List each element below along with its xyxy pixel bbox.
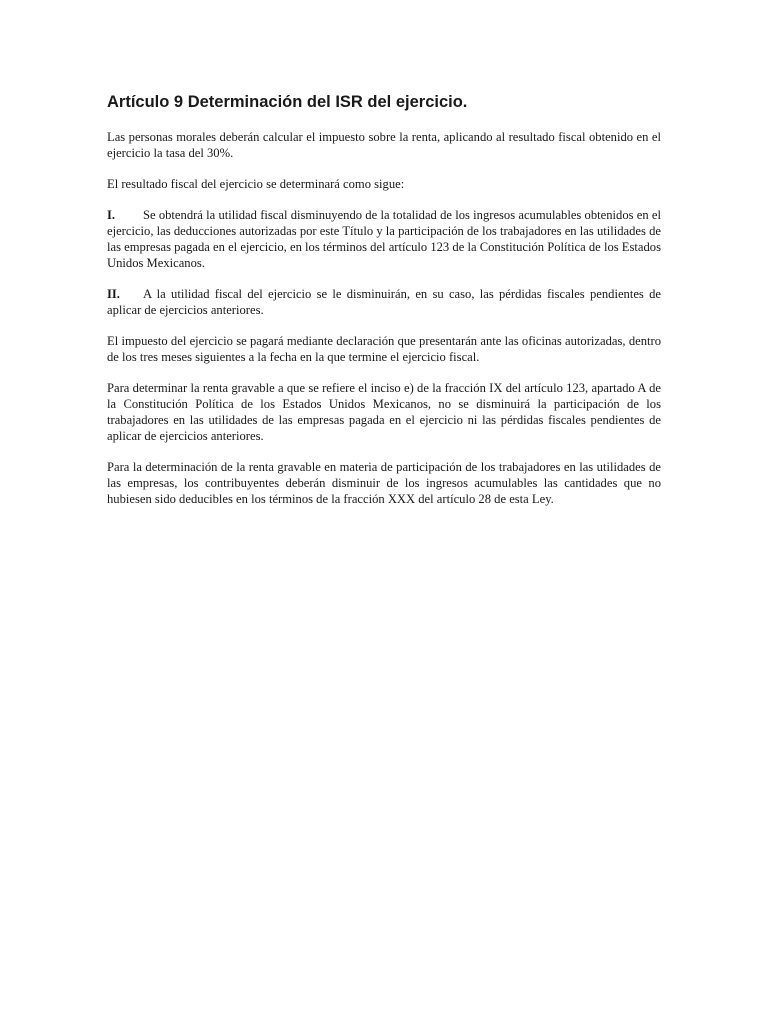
article-heading: Determinación del ISR del ejercicio. (187, 93, 468, 111)
fraction-ii-numeral: II. (107, 287, 120, 301)
fraction-ii-text: A la utilidad fiscal del ejercicio se le disminuirán, en su caso, las pérdidas fiscales pendientes de aplicar de ejercicios anteriores. (107, 287, 661, 317)
document-page (107, 91, 661, 522)
paragraph-rate: Las personas morales deberán calcular el impuesto sobre la renta, aplicando al resultado fiscal obtenido en el ejercicio la tasa del 30%. (107, 130, 661, 160)
paragraph-profit-sharing: Para la determinación de la renta gravable en materia de participación de los trabajadores en las utilidades de las empresas, los contribuyentes deberán disminuir de los ingresos acumulables las cantidades que no hubiesen sido deducibles en los términos de la fracción XXX del artículo 28 de esta Ley. (107, 460, 661, 506)
article-title (107, 91, 661, 113)
paragraph-intro-result: El resultado fiscal del ejercicio se determinará como sigue: (107, 177, 405, 191)
fraction-i (107, 207, 661, 271)
fraction-i-text: Se obtendrá la utilidad fiscal disminuyendo de la totalidad de los ingresos acumulables obtenidos en el ejercicio, las deducciones autorizadas por este Título y la participación de los trabajadores en las utilidades de las empresas pagada en el ejercicio, en los términos del artículo 123 de la Constitución Política de los Estados Unidos Mexicanos. (107, 208, 661, 270)
article-number: Artículo 9 (107, 93, 184, 111)
paragraph-payment: El impuesto del ejercicio se pagará mediante declaración que presentarán ante las oficinas autorizadas, dentro de los tres meses siguientes a la fecha en la que termine el ejercicio fiscal. (107, 334, 661, 364)
fraction-i-numeral: I. (107, 208, 116, 222)
paragraph-taxable-income: Para determinar la renta gravable a que se refiere el inciso e) de la fracción IX del artículo 123, apartado A de la Constitución Política de los Estados Unidos Mexicanos, no se disminuirá la participación de los trabajadores en las utilidades de las empresas pagada en el ejercicio ni las pérdidas fiscales pendientes de aplicar de ejercicios anteriores. (107, 381, 661, 443)
fraction-ii (107, 286, 661, 318)
